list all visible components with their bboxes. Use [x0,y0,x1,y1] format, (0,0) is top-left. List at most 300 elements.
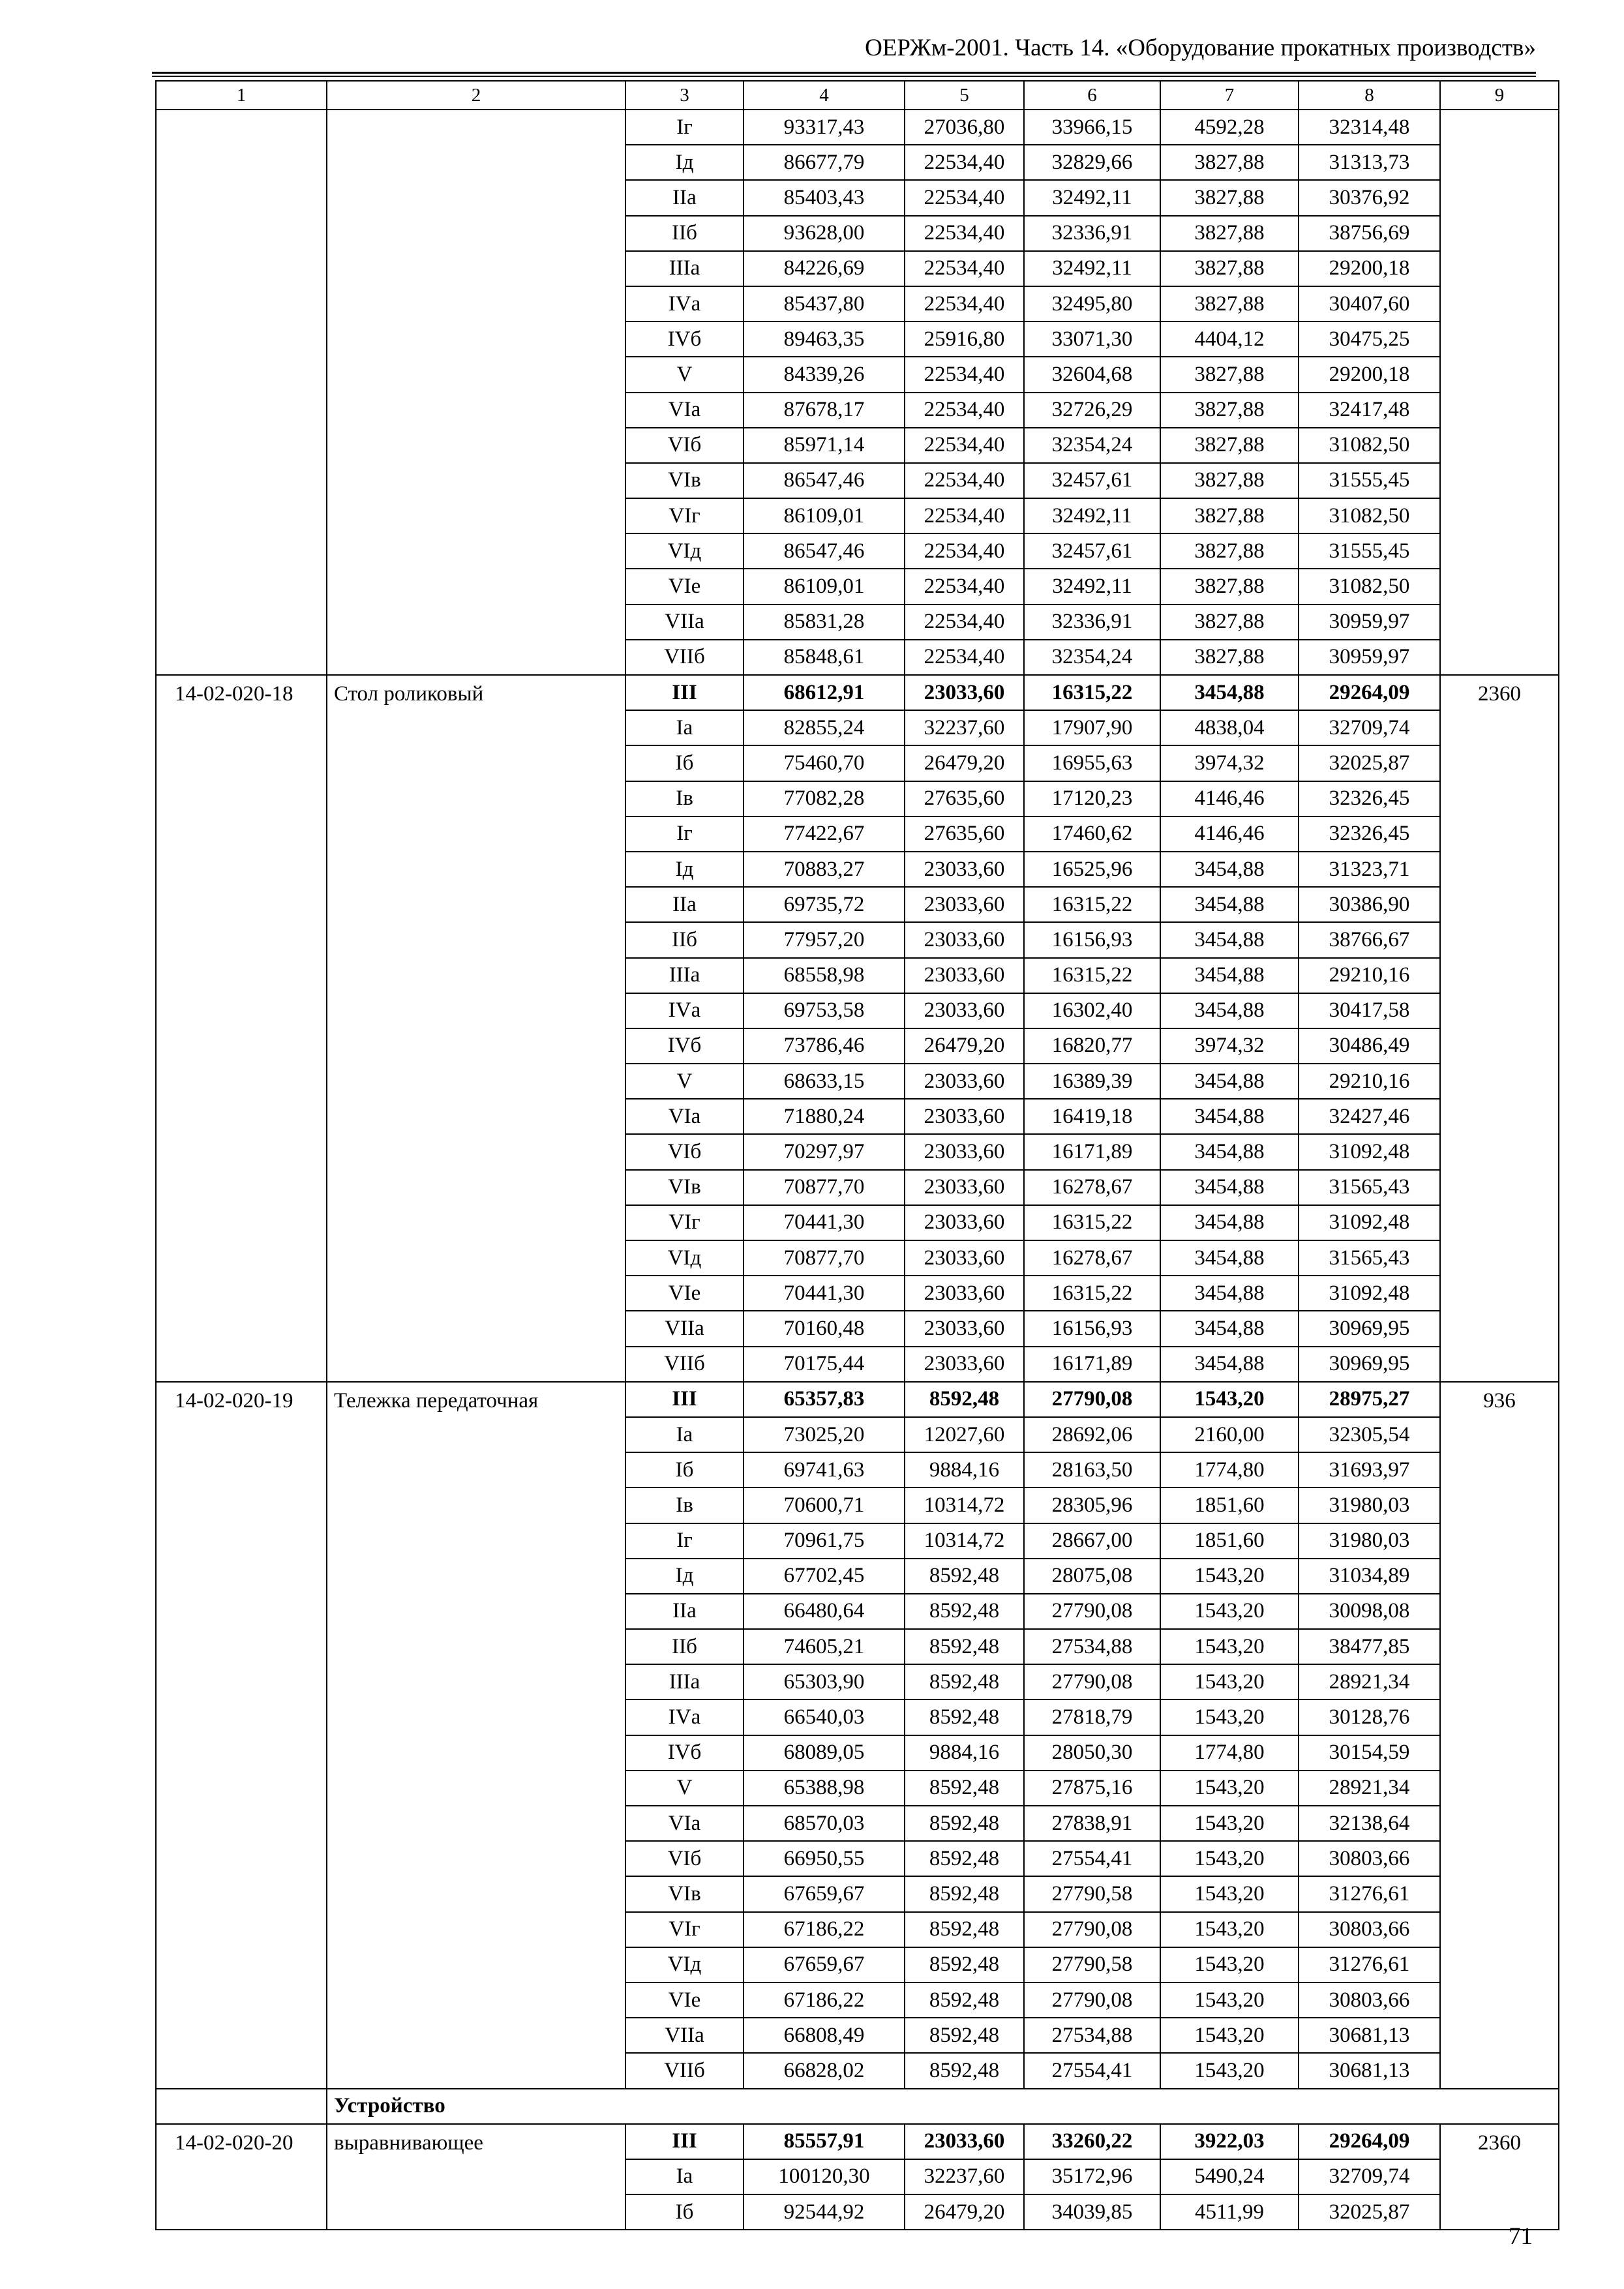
value-cell: 1543,20 [1160,1947,1299,1982]
col9-cell: 2360 [1440,2124,1559,2230]
value-cell: 8592,48 [905,1382,1024,1417]
table-row [156,110,1559,145]
value-cell: 70877,70 [744,1170,905,1205]
value-cell: 32354,24 [1024,640,1160,675]
value-cell: 27790,58 [1024,1947,1160,1982]
value-cell: 66808,49 [744,2018,905,2053]
class-cell: VIIа [625,2018,744,2053]
section-heading: Устройство [327,2089,1559,2124]
class-cell: Iд [625,145,744,180]
value-cell: 3827,88 [1160,251,1299,286]
value-cell: 22534,40 [905,428,1024,463]
value-cell: 23033,60 [905,1134,1024,1169]
value-cell: 38756,69 [1299,216,1440,251]
value-cell: 32726,29 [1024,393,1160,428]
value-cell: 1543,20 [1160,2018,1299,2053]
class-cell: Iб [625,2194,744,2230]
value-cell: 68633,15 [744,1064,905,1099]
class-cell: IVб [625,1028,744,1064]
value-cell: 3922,03 [1160,2124,1299,2159]
value-cell: 3827,88 [1160,569,1299,604]
value-cell: 1543,20 [1160,1382,1299,1417]
value-cell: 1543,20 [1160,2053,1299,2088]
value-cell: 31034,89 [1299,1559,1440,1594]
value-cell: 3454,88 [1160,1170,1299,1205]
value-cell: 23033,60 [905,958,1024,993]
value-cell: 32427,46 [1299,1099,1440,1134]
value-cell: 8592,48 [905,1559,1024,1594]
table-row [156,2124,1559,2159]
value-cell: 32326,45 [1299,816,1440,852]
value-cell: 23033,60 [905,1347,1024,1382]
value-cell: 16156,93 [1024,1311,1160,1346]
value-cell: 31082,50 [1299,498,1440,533]
col9-cell [1440,110,1559,675]
value-cell: 77422,67 [744,816,905,852]
value-cell: 3827,88 [1160,145,1299,180]
code-cell [156,110,327,675]
class-cell: VIIа [625,605,744,640]
value-cell: 3827,88 [1160,428,1299,463]
value-cell: 34039,85 [1024,2194,1160,2230]
value-cell: 16315,22 [1024,675,1160,710]
value-cell: 32495,80 [1024,286,1160,322]
class-cell: III [625,1382,744,1417]
value-cell: 87678,17 [744,393,905,428]
class-cell: III [625,2124,744,2159]
column-number: 5 [905,81,1024,110]
value-cell: 32417,48 [1299,393,1440,428]
value-cell: 28921,34 [1299,1664,1440,1699]
value-cell: 32492,11 [1024,251,1160,286]
value-cell: 28050,30 [1024,1735,1160,1771]
value-cell: 68612,91 [744,675,905,710]
section-heading-row [156,2089,1559,2124]
value-cell: 77957,20 [744,922,905,957]
value-cell: 69735,72 [744,887,905,922]
value-cell: 16156,93 [1024,922,1160,957]
class-cell: VIв [625,1876,744,1911]
value-cell: 67659,67 [744,1876,905,1911]
value-cell: 28692,06 [1024,1417,1160,1452]
class-cell: IIб [625,922,744,957]
value-cell: 8592,48 [905,1841,1024,1876]
value-cell: 16278,67 [1024,1240,1160,1276]
value-cell: 73786,46 [744,1028,905,1064]
value-cell: 22534,40 [905,393,1024,428]
value-cell: 3454,88 [1160,922,1299,957]
value-cell: 23033,60 [905,2124,1024,2159]
class-cell: Iг [625,1523,744,1559]
value-cell: 16302,40 [1024,993,1160,1028]
value-cell: 3454,88 [1160,1347,1299,1382]
value-cell: 22534,40 [905,251,1024,286]
col9-cell: 936 [1440,1382,1559,2089]
value-cell: 85971,14 [744,428,905,463]
value-cell: 32237,60 [905,710,1024,745]
value-cell: 77082,28 [744,781,905,816]
value-cell: 16171,89 [1024,1134,1160,1169]
value-cell: 22534,40 [905,569,1024,604]
class-cell: VIб [625,1841,744,1876]
value-cell: 3454,88 [1160,887,1299,922]
value-cell: 12027,60 [905,1417,1024,1452]
value-cell: 22534,40 [905,605,1024,640]
value-cell: 66828,02 [744,2053,905,2088]
value-cell: 1543,20 [1160,1664,1299,1699]
value-cell: 8592,48 [905,1699,1024,1735]
column-number: 4 [744,81,905,110]
value-cell: 27790,08 [1024,1664,1160,1699]
value-cell: 27818,79 [1024,1699,1160,1735]
value-cell: 8592,48 [905,1947,1024,1982]
value-cell: 4838,04 [1160,710,1299,745]
column-number-row [156,81,1559,110]
class-cell: Iд [625,852,744,887]
value-cell: 30128,76 [1299,1699,1440,1735]
class-cell: VIIб [625,640,744,675]
value-cell: 32604,68 [1024,357,1160,392]
value-cell: 23033,60 [905,1064,1024,1099]
value-cell: 27790,08 [1024,1982,1160,2018]
value-cell: 32025,87 [1299,2194,1440,2230]
value-cell: 30681,13 [1299,2053,1440,2088]
value-cell: 3454,88 [1160,675,1299,710]
value-cell: 4404,12 [1160,322,1299,357]
class-cell: V [625,1064,744,1099]
value-cell: 10314,72 [905,1488,1024,1523]
value-cell: 38766,67 [1299,922,1440,957]
value-cell: 22534,40 [905,216,1024,251]
value-cell: 17460,62 [1024,816,1160,852]
value-cell: 30154,59 [1299,1735,1440,1771]
value-cell: 16315,22 [1024,1205,1160,1240]
value-cell: 27790,08 [1024,1912,1160,1947]
value-cell: 8592,48 [905,1594,1024,1629]
value-cell: 31092,48 [1299,1205,1440,1240]
value-cell: 1774,80 [1160,1735,1299,1771]
value-cell: 27875,16 [1024,1771,1160,1806]
value-cell: 28075,08 [1024,1559,1160,1594]
value-cell: 93628,00 [744,216,905,251]
class-cell: VIе [625,569,744,604]
value-cell: 3454,88 [1160,1064,1299,1099]
class-cell: IIа [625,180,744,215]
value-cell: 31565,43 [1299,1170,1440,1205]
class-cell: VIд [625,1947,744,1982]
value-cell: 1774,80 [1160,1452,1299,1488]
value-cell: 28667,00 [1024,1523,1160,1559]
value-cell: 27635,60 [905,781,1024,816]
value-cell: 32492,11 [1024,180,1160,215]
class-cell: IVа [625,1699,744,1735]
class-cell: IIа [625,887,744,922]
value-cell: 31082,50 [1299,569,1440,604]
class-cell: VIг [625,498,744,533]
value-cell: 32138,64 [1299,1806,1440,1841]
value-cell: 31313,73 [1299,145,1440,180]
value-cell: 82855,24 [744,710,905,745]
class-cell: VIа [625,1806,744,1841]
value-cell: 3827,88 [1160,286,1299,322]
class-cell: VIв [625,463,744,498]
value-cell: 8592,48 [905,2018,1024,2053]
class-cell: Iв [625,781,744,816]
value-cell: 32492,11 [1024,498,1160,533]
value-cell: 31565,43 [1299,1240,1440,1276]
value-cell: 3827,88 [1160,393,1299,428]
value-cell: 85403,43 [744,180,905,215]
class-cell: Iд [625,1559,744,1594]
value-cell: 73025,20 [744,1417,905,1452]
value-cell: 31555,45 [1299,463,1440,498]
value-cell: 1543,20 [1160,1876,1299,1911]
value-cell: 30803,66 [1299,1912,1440,1947]
code-cell: 14-02-020-19 [156,1382,327,2089]
blank-cell [156,2089,327,2124]
value-cell: 1851,60 [1160,1488,1299,1523]
value-cell: 86677,79 [744,145,905,180]
class-cell: IVа [625,993,744,1028]
value-cell: 65388,98 [744,1771,905,1806]
value-cell: 32025,87 [1299,745,1440,781]
value-cell: 30969,95 [1299,1311,1440,1346]
value-cell: 70175,44 [744,1347,905,1382]
value-cell: 3974,32 [1160,1028,1299,1064]
class-cell: IIIа [625,1664,744,1699]
value-cell: 29210,16 [1299,1064,1440,1099]
class-cell: VIе [625,1276,744,1311]
value-cell: 32237,60 [905,2159,1024,2194]
value-cell: 16171,89 [1024,1347,1160,1382]
value-cell: 27838,91 [1024,1806,1160,1841]
class-cell: IVб [625,1735,744,1771]
value-cell: 30386,90 [1299,887,1440,922]
table-row [156,1382,1559,1417]
value-cell: 4146,46 [1160,816,1299,852]
value-cell: 32336,91 [1024,216,1160,251]
value-cell: 38477,85 [1299,1629,1440,1664]
value-cell: 29210,16 [1299,958,1440,993]
class-cell: Iа [625,710,744,745]
value-cell: 31693,97 [1299,1452,1440,1488]
value-cell: 3454,88 [1160,1276,1299,1311]
value-cell: 8592,48 [905,1806,1024,1841]
price-table [155,80,1559,2230]
name-cell: выравнивающее [327,2124,625,2230]
header-rule [152,72,1536,74]
class-cell: VIг [625,1205,744,1240]
class-cell: VIIб [625,1347,744,1382]
value-cell: 67186,22 [744,1982,905,2018]
class-cell: Iг [625,110,744,145]
value-cell: 22534,40 [905,180,1024,215]
class-cell: Iб [625,745,744,781]
value-cell: 25916,80 [905,322,1024,357]
value-cell: 32829,66 [1024,145,1160,180]
value-cell: 70961,75 [744,1523,905,1559]
value-cell: 27554,41 [1024,1841,1160,1876]
value-cell: 74605,21 [744,1629,905,1664]
value-cell: 17907,90 [1024,710,1160,745]
value-cell: 1543,20 [1160,1629,1299,1664]
value-cell: 16820,77 [1024,1028,1160,1064]
value-cell: 3827,88 [1160,180,1299,215]
class-cell: VIIб [625,2053,744,2088]
class-cell: V [625,357,744,392]
value-cell: 1543,20 [1160,1982,1299,2018]
value-cell: 3454,88 [1160,1205,1299,1240]
value-cell: 31980,03 [1299,1523,1440,1559]
value-cell: 3454,88 [1160,993,1299,1028]
value-cell: 3454,88 [1160,1134,1299,1169]
value-cell: 1851,60 [1160,1523,1299,1559]
value-cell: 100120,30 [744,2159,905,2194]
value-cell: 86547,46 [744,463,905,498]
value-cell: 8592,48 [905,1629,1024,1664]
class-cell: VIб [625,428,744,463]
value-cell: 65303,90 [744,1664,905,1699]
value-cell: 23033,60 [905,675,1024,710]
value-cell: 23033,60 [905,852,1024,887]
value-cell: 23033,60 [905,1276,1024,1311]
value-cell: 86547,46 [744,533,905,569]
value-cell: 3454,88 [1160,1099,1299,1134]
value-cell: 31276,61 [1299,1947,1440,1982]
page-header: ОЕРЖм-2001. Часть 14. «Оборудование прокатных производств» [865,35,1536,61]
value-cell: 30959,97 [1299,605,1440,640]
value-cell: 67659,67 [744,1947,905,1982]
value-cell: 92544,92 [744,2194,905,2230]
value-cell: 27790,08 [1024,1594,1160,1629]
value-cell: 23033,60 [905,993,1024,1028]
value-cell: 28921,34 [1299,1771,1440,1806]
value-cell: 32709,74 [1299,2159,1440,2194]
value-cell: 27036,80 [905,110,1024,145]
value-cell: 27790,08 [1024,1382,1160,1417]
value-cell: 68089,05 [744,1735,905,1771]
value-cell: 67186,22 [744,1912,905,1947]
value-cell: 10314,72 [905,1523,1024,1559]
value-cell: 26479,20 [905,2194,1024,2230]
value-cell: 66950,55 [744,1841,905,1876]
value-cell: 70600,71 [744,1488,905,1523]
value-cell: 29264,09 [1299,2124,1440,2159]
header-rule-thin [152,76,1536,77]
value-cell: 32709,74 [1299,710,1440,745]
value-cell: 32336,91 [1024,605,1160,640]
value-cell: 16419,18 [1024,1099,1160,1134]
name-cell [327,110,625,675]
value-cell: 85437,80 [744,286,905,322]
class-cell: VIIа [625,1311,744,1346]
value-cell: 8592,48 [905,1664,1024,1699]
value-cell: 27554,41 [1024,2053,1160,2088]
value-cell: 84226,69 [744,251,905,286]
value-cell: 31082,50 [1299,428,1440,463]
value-cell: 3454,88 [1160,1240,1299,1276]
value-cell: 3454,88 [1160,958,1299,993]
value-cell: 3827,88 [1160,605,1299,640]
value-cell: 3827,88 [1160,216,1299,251]
value-cell: 32354,24 [1024,428,1160,463]
class-cell: IIа [625,1594,744,1629]
value-cell: 32314,48 [1299,110,1440,145]
value-cell: 9884,16 [905,1735,1024,1771]
class-cell: IIб [625,216,744,251]
value-cell: 66540,03 [744,1699,905,1735]
value-cell: 66480,64 [744,1594,905,1629]
value-cell: 16278,67 [1024,1170,1160,1205]
value-cell: 22534,40 [905,533,1024,569]
class-cell: IIIа [625,251,744,286]
value-cell: 16315,22 [1024,887,1160,922]
value-cell: 1543,20 [1160,1841,1299,1876]
value-cell: 33966,15 [1024,110,1160,145]
value-cell: 16315,22 [1024,1276,1160,1311]
value-cell: 85848,61 [744,640,905,675]
name-cell: Тележка передаточная [327,1382,625,2089]
value-cell: 4511,99 [1160,2194,1299,2230]
value-cell: 28975,27 [1299,1382,1440,1417]
value-cell: 31092,48 [1299,1276,1440,1311]
class-cell: VIб [625,1134,744,1169]
value-cell: 93317,43 [744,110,905,145]
value-cell: 30486,49 [1299,1028,1440,1064]
value-cell: 23033,60 [905,1170,1024,1205]
column-number: 3 [625,81,744,110]
value-cell: 16955,63 [1024,745,1160,781]
value-cell: 32457,61 [1024,533,1160,569]
value-cell: 26479,20 [905,745,1024,781]
value-cell: 23033,60 [905,1311,1024,1346]
value-cell: 27790,58 [1024,1876,1160,1911]
value-cell: 23033,60 [905,1240,1024,1276]
col9-cell: 2360 [1440,675,1559,1382]
value-cell: 30959,97 [1299,640,1440,675]
value-cell: 1543,20 [1160,1559,1299,1594]
value-cell: 3827,88 [1160,463,1299,498]
value-cell: 69753,58 [744,993,905,1028]
value-cell: 32305,54 [1299,1417,1440,1452]
value-cell: 30376,92 [1299,180,1440,215]
value-cell: 23033,60 [905,1205,1024,1240]
value-cell: 3827,88 [1160,640,1299,675]
class-cell: VIг [625,1912,744,1947]
value-cell: 89463,35 [744,322,905,357]
class-cell: VIв [625,1170,744,1205]
class-cell: VIа [625,1099,744,1134]
value-cell: 5490,24 [1160,2159,1299,2194]
class-cell: VIа [625,393,744,428]
value-cell: 30417,58 [1299,993,1440,1028]
value-cell: 30475,25 [1299,322,1440,357]
value-cell: 28305,96 [1024,1488,1160,1523]
value-cell: 3454,88 [1160,852,1299,887]
value-cell: 71880,24 [744,1099,905,1134]
code-cell: 14-02-020-20 [156,2124,327,2230]
value-cell: 33071,30 [1024,322,1160,357]
value-cell: 22534,40 [905,640,1024,675]
value-cell: 70441,30 [744,1276,905,1311]
value-cell: 32457,61 [1024,463,1160,498]
value-cell: 3454,88 [1160,1311,1299,1346]
value-cell: 22534,40 [905,145,1024,180]
value-cell: 1543,20 [1160,1594,1299,1629]
value-cell: 75460,70 [744,745,905,781]
class-cell: VIд [625,1240,744,1276]
value-cell: 1543,20 [1160,1699,1299,1735]
